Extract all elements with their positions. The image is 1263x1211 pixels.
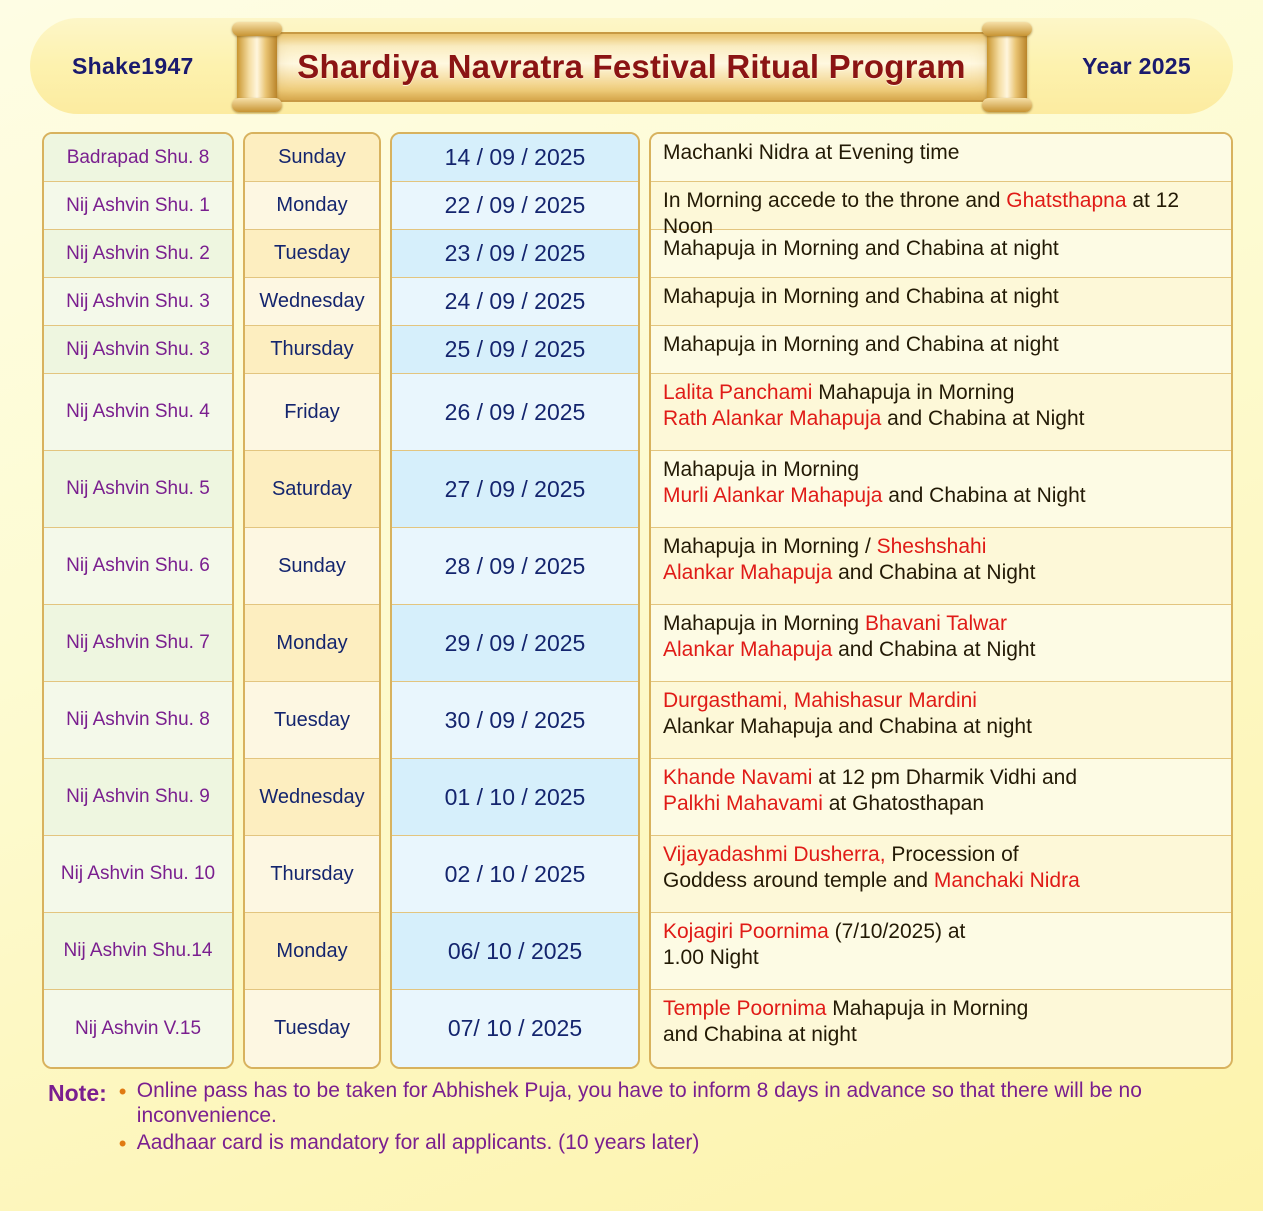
event-cell: Mahapuja in Morning and Chabina at night [651,230,1231,278]
date-cell: 06/ 10 / 2025 [392,913,638,990]
tithi-cell: Nij Ashvin Shu. 10 [44,836,232,913]
date-cell: 01 / 10 / 2025 [392,759,638,836]
event-cell: Machanki Nidra at Evening time [651,134,1231,182]
date-cell: 07/ 10 / 2025 [392,990,638,1067]
event-cell: Temple Poornima Mahapuja in Morning and Chabina at night [651,990,1231,1067]
tithi-cell: Nij Ashvin Shu. 7 [44,605,232,682]
shake-year-label: Shake1947 [72,52,194,79]
event-cell: Durgasthami, Mahishasur Mardini Alankar Mahapuja and Chabina at night [651,682,1231,759]
date-cell: 28 / 09 / 2025 [392,528,638,605]
event-cell: Mahapuja in Morning and Chabina at night [651,278,1231,326]
date-cell: 14 / 09 / 2025 [392,134,638,182]
event-cell: In Morning accede to the throne and Ghatsthapna at 12 Noon [651,182,1231,230]
event-cell: Khande Navami at 12 pm Dharmik Vidhi and Palkhi Mahavami at Ghatosthapan [651,759,1231,836]
tithi-cell: Nij Ashvin Shu. 2 [44,230,232,278]
page-title: Shardiya Navratra Festival Ritual Program [297,48,966,85]
date-cell: 24 / 09 / 2025 [392,278,638,326]
year-label: Year 2025 [1082,52,1191,79]
day-cell: Wednesday [245,278,379,326]
date-cell: 27 / 09 / 2025 [392,451,638,528]
date-cell: 22 / 09 / 2025 [392,182,638,230]
day-cell: Friday [245,374,379,451]
column-day [243,132,381,1069]
tithi-cell: Nij Ashvin Shu. 8 [44,682,232,759]
tithi-cell: Nij Ashvin Shu. 5 [44,451,232,528]
note-list [117,1079,1233,1157]
day-cell: Monday [245,605,379,682]
day-cell: Wednesday [245,759,379,836]
tithi-cell: Nij Ashvin Shu. 1 [44,182,232,230]
day-cell: Monday [245,913,379,990]
date-cell: 29 / 09 / 2025 [392,605,638,682]
event-cell: Kojagiri Poornima (7/10/2025) at 1.00 Night [651,913,1231,990]
day-cell: Tuesday [245,230,379,278]
poster-header [30,18,1233,114]
date-cell: 30 / 09 / 2025 [392,682,638,759]
day-cell: Thursday [245,326,379,374]
day-cell: Tuesday [245,990,379,1067]
tithi-cell: Nij Ashvin Shu.14 [44,913,232,990]
day-cell: Tuesday [245,682,379,759]
event-cell: Mahapuja in Morning Murli Alankar Mahapuja and Chabina at Night [651,451,1231,528]
note-item: • Aadhaar card is mandatory for all applicants. (10 years later) [117,1131,1233,1156]
tithi-cell: Nij Ashvin V.15 [44,990,232,1067]
tithi-cell: Nij Ashvin Shu. 4 [44,374,232,451]
date-cell: 26 / 09 / 2025 [392,374,638,451]
date-cell: 23 / 09 / 2025 [392,230,638,278]
date-cell: 25 / 09 / 2025 [392,326,638,374]
column-event [649,132,1233,1069]
day-cell: Monday [245,182,379,230]
date-cell: 02 / 10 / 2025 [392,836,638,913]
day-cell: Sunday [245,528,379,605]
column-tithi [42,132,234,1069]
note-section [48,1079,1233,1157]
tithi-cell: Badrapad Shu. 8 [44,134,232,182]
event-cell: Mahapuja in Morning / Sheshshahi Alankar Mahapuja and Chabina at Night [651,528,1231,605]
day-cell: Thursday [245,836,379,913]
tithi-cell: Nij Ashvin Shu. 9 [44,759,232,836]
day-cell: Saturday [245,451,379,528]
tithi-cell: Nij Ashvin Shu. 6 [44,528,232,605]
event-cell: Mahapuja in Morning Bhavani Talwar Alankar Mahapuja and Chabina at Night [651,605,1231,682]
event-cell: Vijayadashmi Dusherra, Procession of Goddess around temple and Manchaki Nidra [651,836,1231,913]
note-item: • Online pass has to be taken for Abhishek Puja, you have to inform 8 days in advance so that there will be no inconvenience. [117,1079,1233,1129]
event-cell: Lalita Panchami Mahapuja in Morning Rath Alankar Mahapuja and Chabina at Night [651,374,1231,451]
day-cell: Sunday [245,134,379,182]
event-cell: Mahapuja in Morning and Chabina at night [651,326,1231,374]
note-label: Note: [48,1080,107,1106]
column-date [390,132,640,1069]
festival-program-poster [0,18,1263,1211]
title-scroll-banner [237,26,1027,108]
program-table [42,132,1233,1069]
tithi-cell: Nij Ashvin Shu. 3 [44,326,232,374]
tithi-cell: Nij Ashvin Shu. 3 [44,278,232,326]
